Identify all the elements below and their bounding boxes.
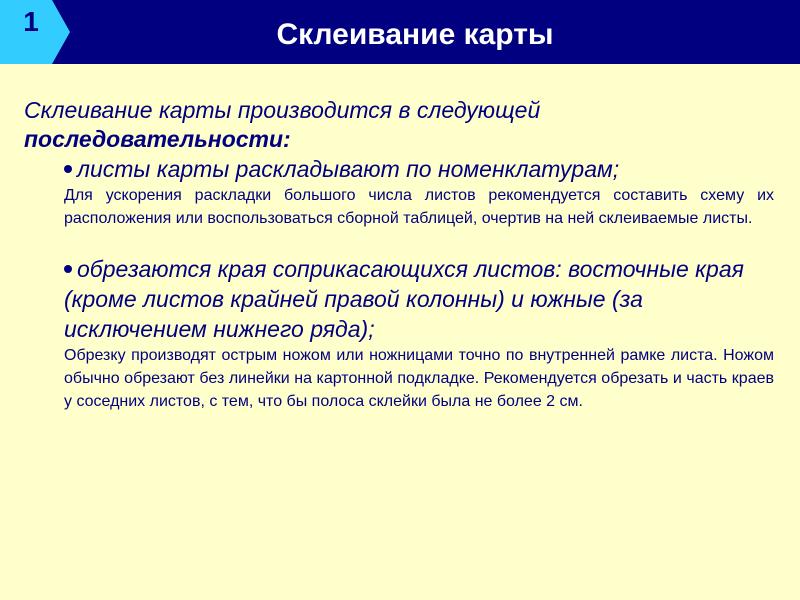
bullet-1-note: Для ускорения раскладки большого числа листов рекомендуется составить схему их расположения или воспользоваться сборной таблицей, очертив на ней склеиваемые листы. <box>64 187 774 227</box>
bullet-1-heading-text: листы карты раскладывают по номенклатурам; <box>77 156 620 182</box>
slide-number-badge <box>0 0 70 64</box>
bullet-dot-icon <box>64 165 72 173</box>
bullet-1-heading <box>64 154 774 184</box>
bullet-2-heading <box>64 254 774 344</box>
slide-header <box>0 0 800 64</box>
bullet-2-note: Обрезку производят острым ножом или ножницами точно по внутренней рамке листа. Ножом обычно обрезают без линейки на картонной подкладке. Рекомендуется обрезать и часть краев у соседних листов, с тем, что бы полоса склейки была не более 2 см. <box>64 347 774 410</box>
intro-text-part1: Склеивание карты производится в следующей <box>24 97 541 123</box>
intro-text <box>24 96 774 154</box>
slide-body <box>24 96 774 413</box>
slide-title: Склеивание карты <box>276 18 554 51</box>
spacer <box>24 230 774 254</box>
intro-text-emphasis: последовательности: <box>24 126 291 152</box>
slide-number: 1 <box>23 6 39 37</box>
bullet-dot-icon <box>64 265 72 273</box>
bullet-2-heading-text: обрезаются края соприкасающихся листов: восточные края (кроме листов крайней правой колонны) и южные (за исключением нижнего ряда); <box>64 256 744 342</box>
